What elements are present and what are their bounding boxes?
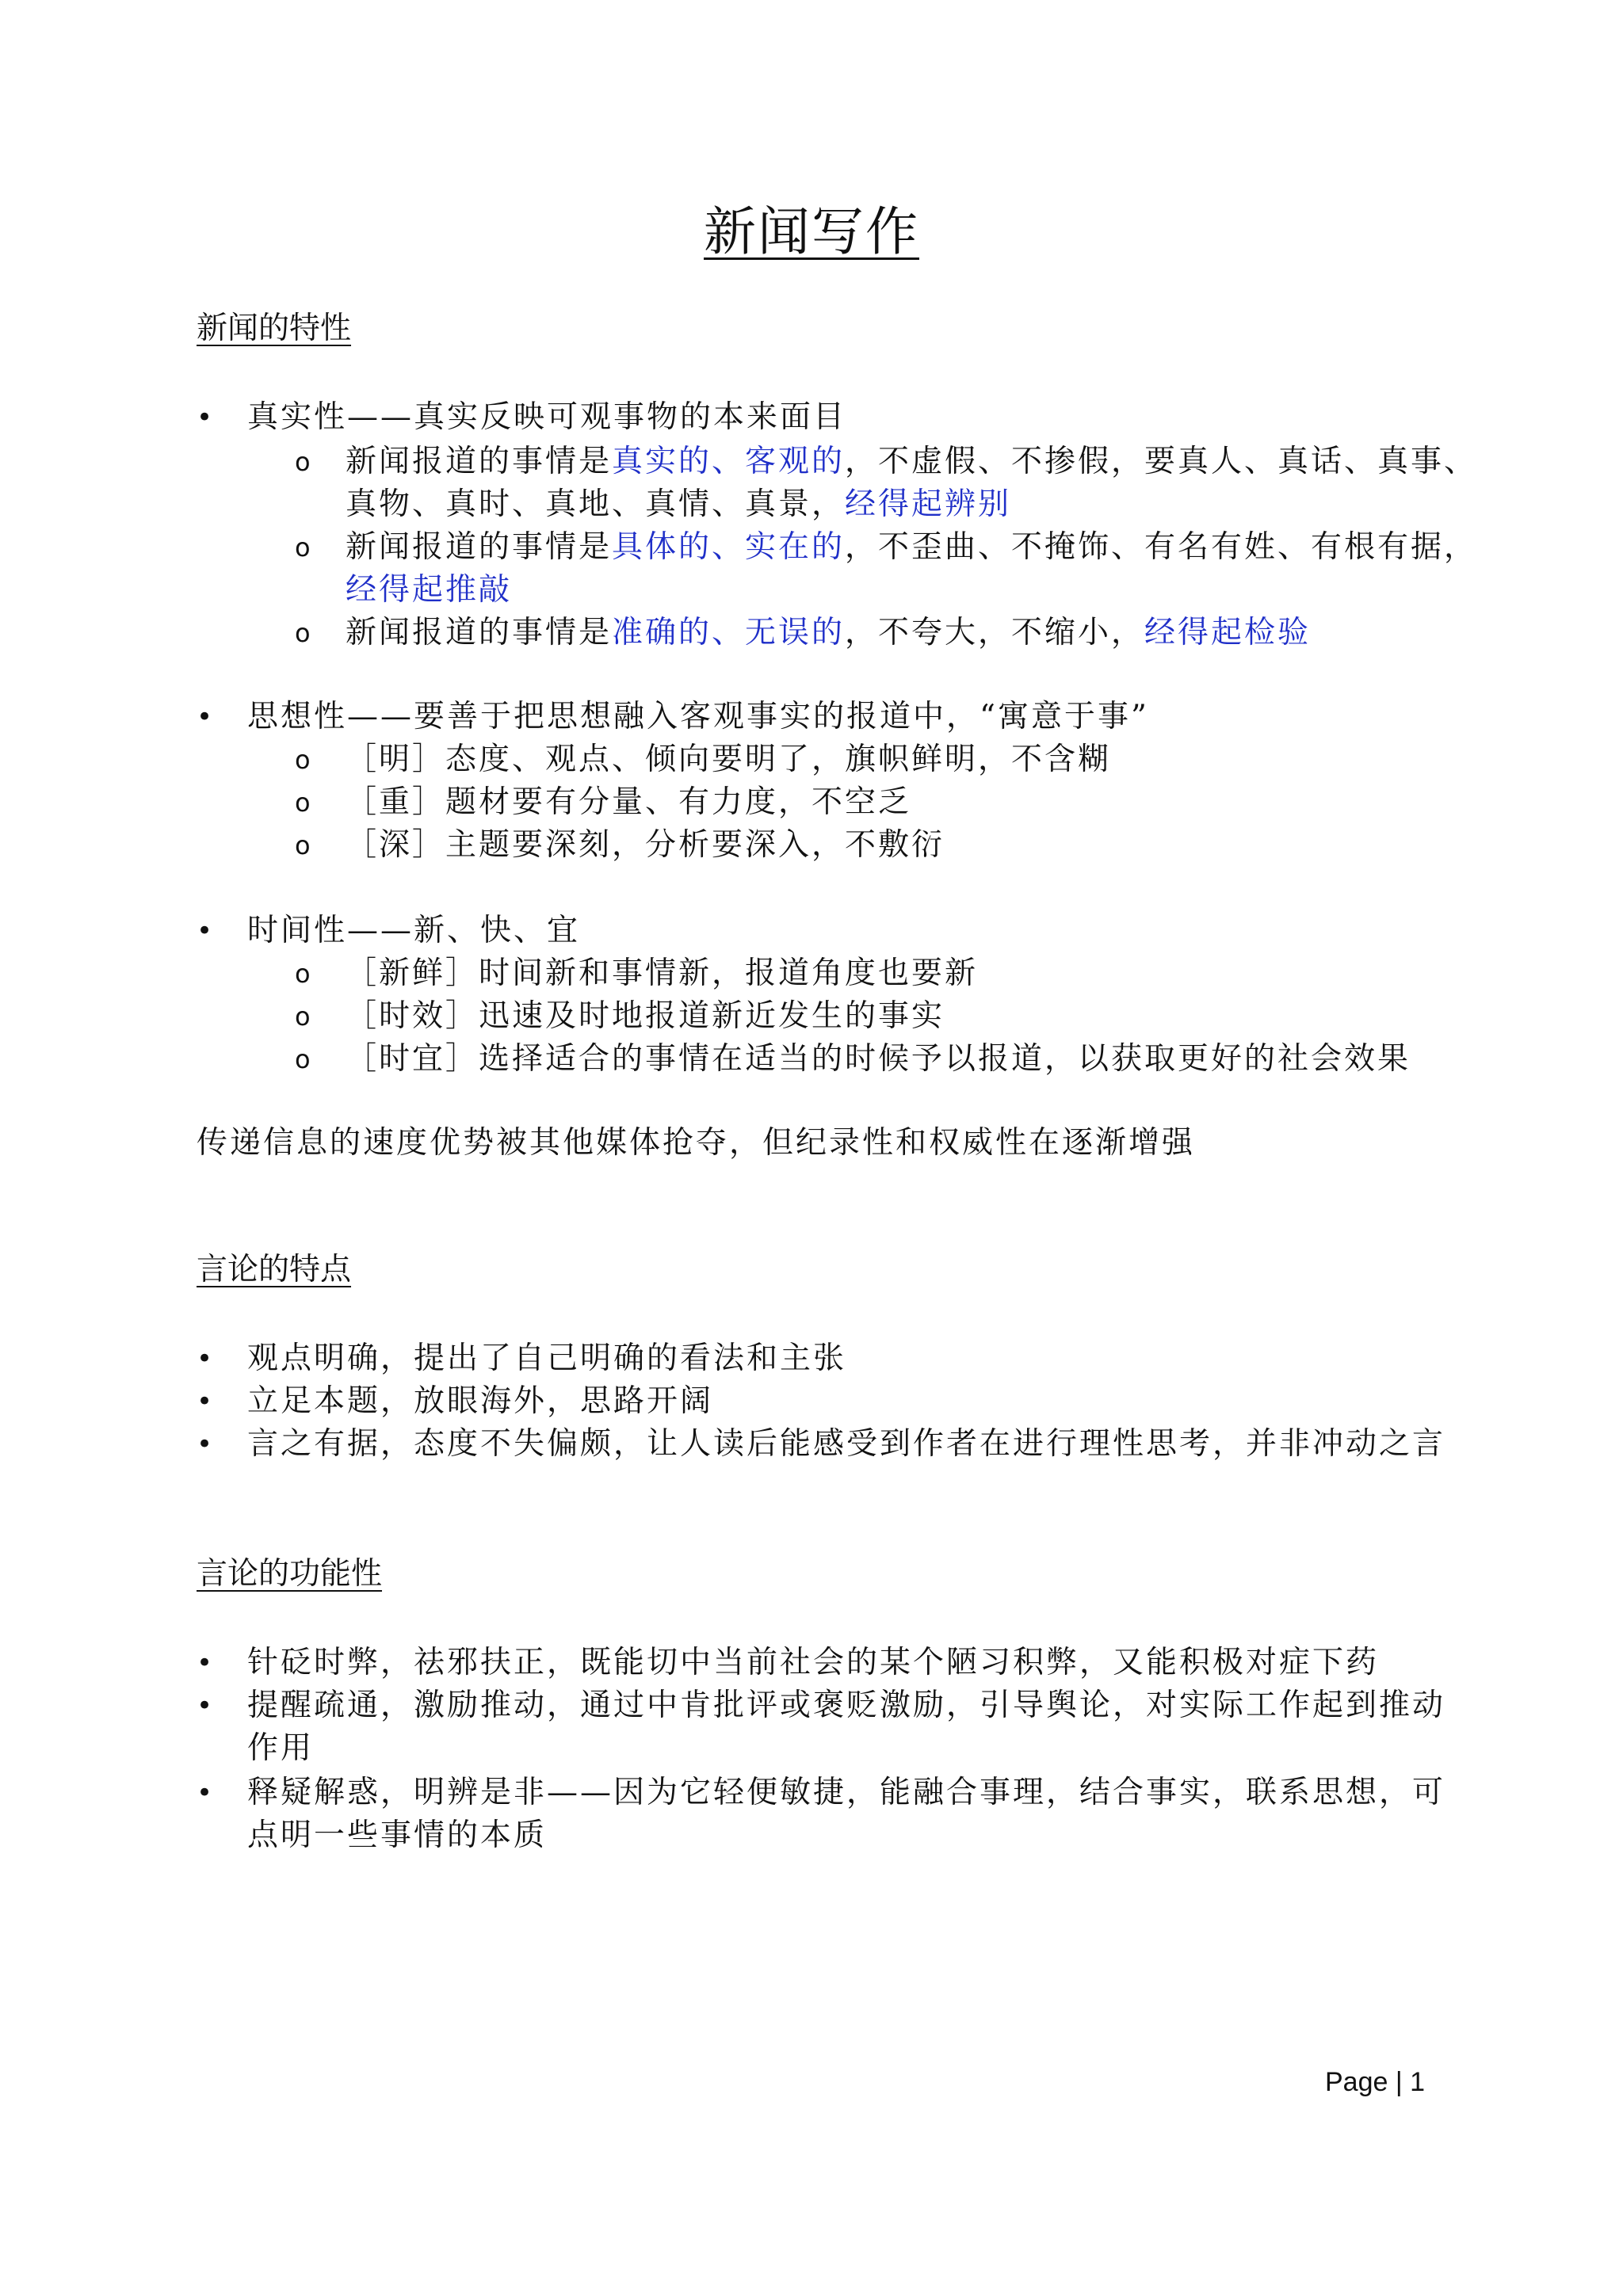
- sub-item-line: [346, 526, 1477, 569]
- bullet-dot-icon: •: [197, 1428, 213, 1460]
- sub-item-text: 新闻报道的事情是: [346, 615, 613, 650]
- sub-item-line: [346, 441, 1477, 483]
- sub-item-text: 新闻报道的事情是: [346, 529, 613, 565]
- bullet-dot-icon: •: [197, 701, 213, 733]
- list-item: 观点明确，提出了自己明确的看法和主张: [247, 1341, 847, 1376]
- sub-item-text: ，不虚假、不掺假，要真人、真话、真事、: [845, 444, 1478, 479]
- highlight-text: 准确的、无误的: [612, 615, 846, 650]
- circle-bullet-icon: o: [295, 532, 311, 563]
- highlight-text: 具体的、实在的: [612, 529, 846, 565]
- circle-bullet-icon: o: [295, 788, 311, 818]
- list-item-ideology: 思想性——要善于把思想融入客观事实的报道中，“寓意于事”: [247, 699, 1149, 734]
- sub-item-text: 真物、真时、真地、真情、真景，: [346, 486, 846, 522]
- list-item: 立足本题，放眼海外，思路开阔: [247, 1383, 714, 1419]
- bullet-dot-icon: •: [197, 1343, 213, 1375]
- circle-bullet-icon: o: [295, 618, 311, 648]
- circle-bullet-icon: o: [295, 745, 311, 775]
- highlight-text: 真实的、客观的: [612, 444, 846, 479]
- list-item-continued: 作用: [247, 1730, 315, 1766]
- bullet-dot-icon: •: [197, 402, 213, 433]
- circle-bullet-icon: o: [295, 447, 311, 477]
- highlight-text: 经得起辨别: [845, 486, 1012, 522]
- sub-item-line-continued: [346, 483, 1011, 526]
- bullet-dot-icon: •: [197, 1386, 213, 1417]
- list-item: 释疑解惑，明辨是非——因为它轻便敏捷，能融合事理，结合事实，联系思想，可: [247, 1775, 1446, 1810]
- list-item-continued: 点明一些事情的本质: [247, 1817, 548, 1853]
- bullet-dot-icon: •: [197, 1647, 213, 1679]
- sub-item-text: ［明］态度、观点、倾向要明了，旗帜鲜明，不含糊: [346, 742, 1112, 777]
- page-number: Page | 1: [1325, 2067, 1426, 2097]
- sub-item-text: ［时宜］选择适合的事情在适当的时候予以报道，以获取更好的社会效果: [346, 1041, 1411, 1077]
- page-title: 新闻写作: [704, 201, 919, 262]
- sub-item-text: ［新鲜］时间新和事情新，报道角度也要新: [346, 955, 979, 991]
- section-heading-commentary-traits: 言论的特点: [197, 1252, 352, 1287]
- sub-item-text: ，不夸大，不缩小，: [845, 615, 1145, 650]
- circle-bullet-icon: o: [295, 1001, 311, 1032]
- circle-bullet-icon: o: [295, 959, 311, 989]
- section-note: 传递信息的速度优势被其他媒体抢夺，但纪录性和权威性在逐渐增强: [197, 1125, 1196, 1161]
- circle-bullet-icon: o: [295, 1044, 311, 1074]
- sub-item-text: ［时效］迅速及时地报道新近发生的事实: [346, 998, 945, 1034]
- sub-item-text: ［重］题材要有分量、有力度，不空乏: [346, 784, 912, 820]
- list-item-authenticity: 真实性——真实反映可观事物的本来面目: [247, 399, 847, 435]
- list-item: 针砭时弊，祛邪扶正，既能切中当前社会的某个陋习积弊，又能积极对症下药: [247, 1645, 1380, 1680]
- bullet-dot-icon: •: [197, 1777, 213, 1809]
- list-item: 言之有据，态度不失偏颇，让人读后能感受到作者在进行理性思考，并非冲动之言: [247, 1426, 1446, 1462]
- sub-item-text: 新闻报道的事情是: [346, 444, 613, 479]
- circle-bullet-icon: o: [295, 830, 311, 860]
- highlight-text: 经得起推敲: [346, 572, 513, 608]
- bullet-dot-icon: •: [197, 1690, 213, 1722]
- section-heading-news-traits: 新闻的特性: [197, 311, 352, 346]
- highlight-text: 经得起检验: [1144, 615, 1312, 650]
- list-item-timeliness: 时间性——新、快、宜: [247, 913, 581, 948]
- list-item: 提醒疏通，激励推动，通过中肯批评或褒贬激励，引导舆论，对实际工作起到推动: [247, 1688, 1446, 1723]
- sub-item-text: ［深］主题要深刻，分析要深入，不敷衍: [346, 827, 945, 863]
- bullet-dot-icon: •: [197, 915, 213, 947]
- sub-item-line: [346, 612, 1311, 654]
- sub-item-text: ，不歪曲、不掩饰、有名有姓、有根有据，: [845, 529, 1478, 565]
- section-heading-commentary-functions: 言论的功能性: [197, 1556, 383, 1592]
